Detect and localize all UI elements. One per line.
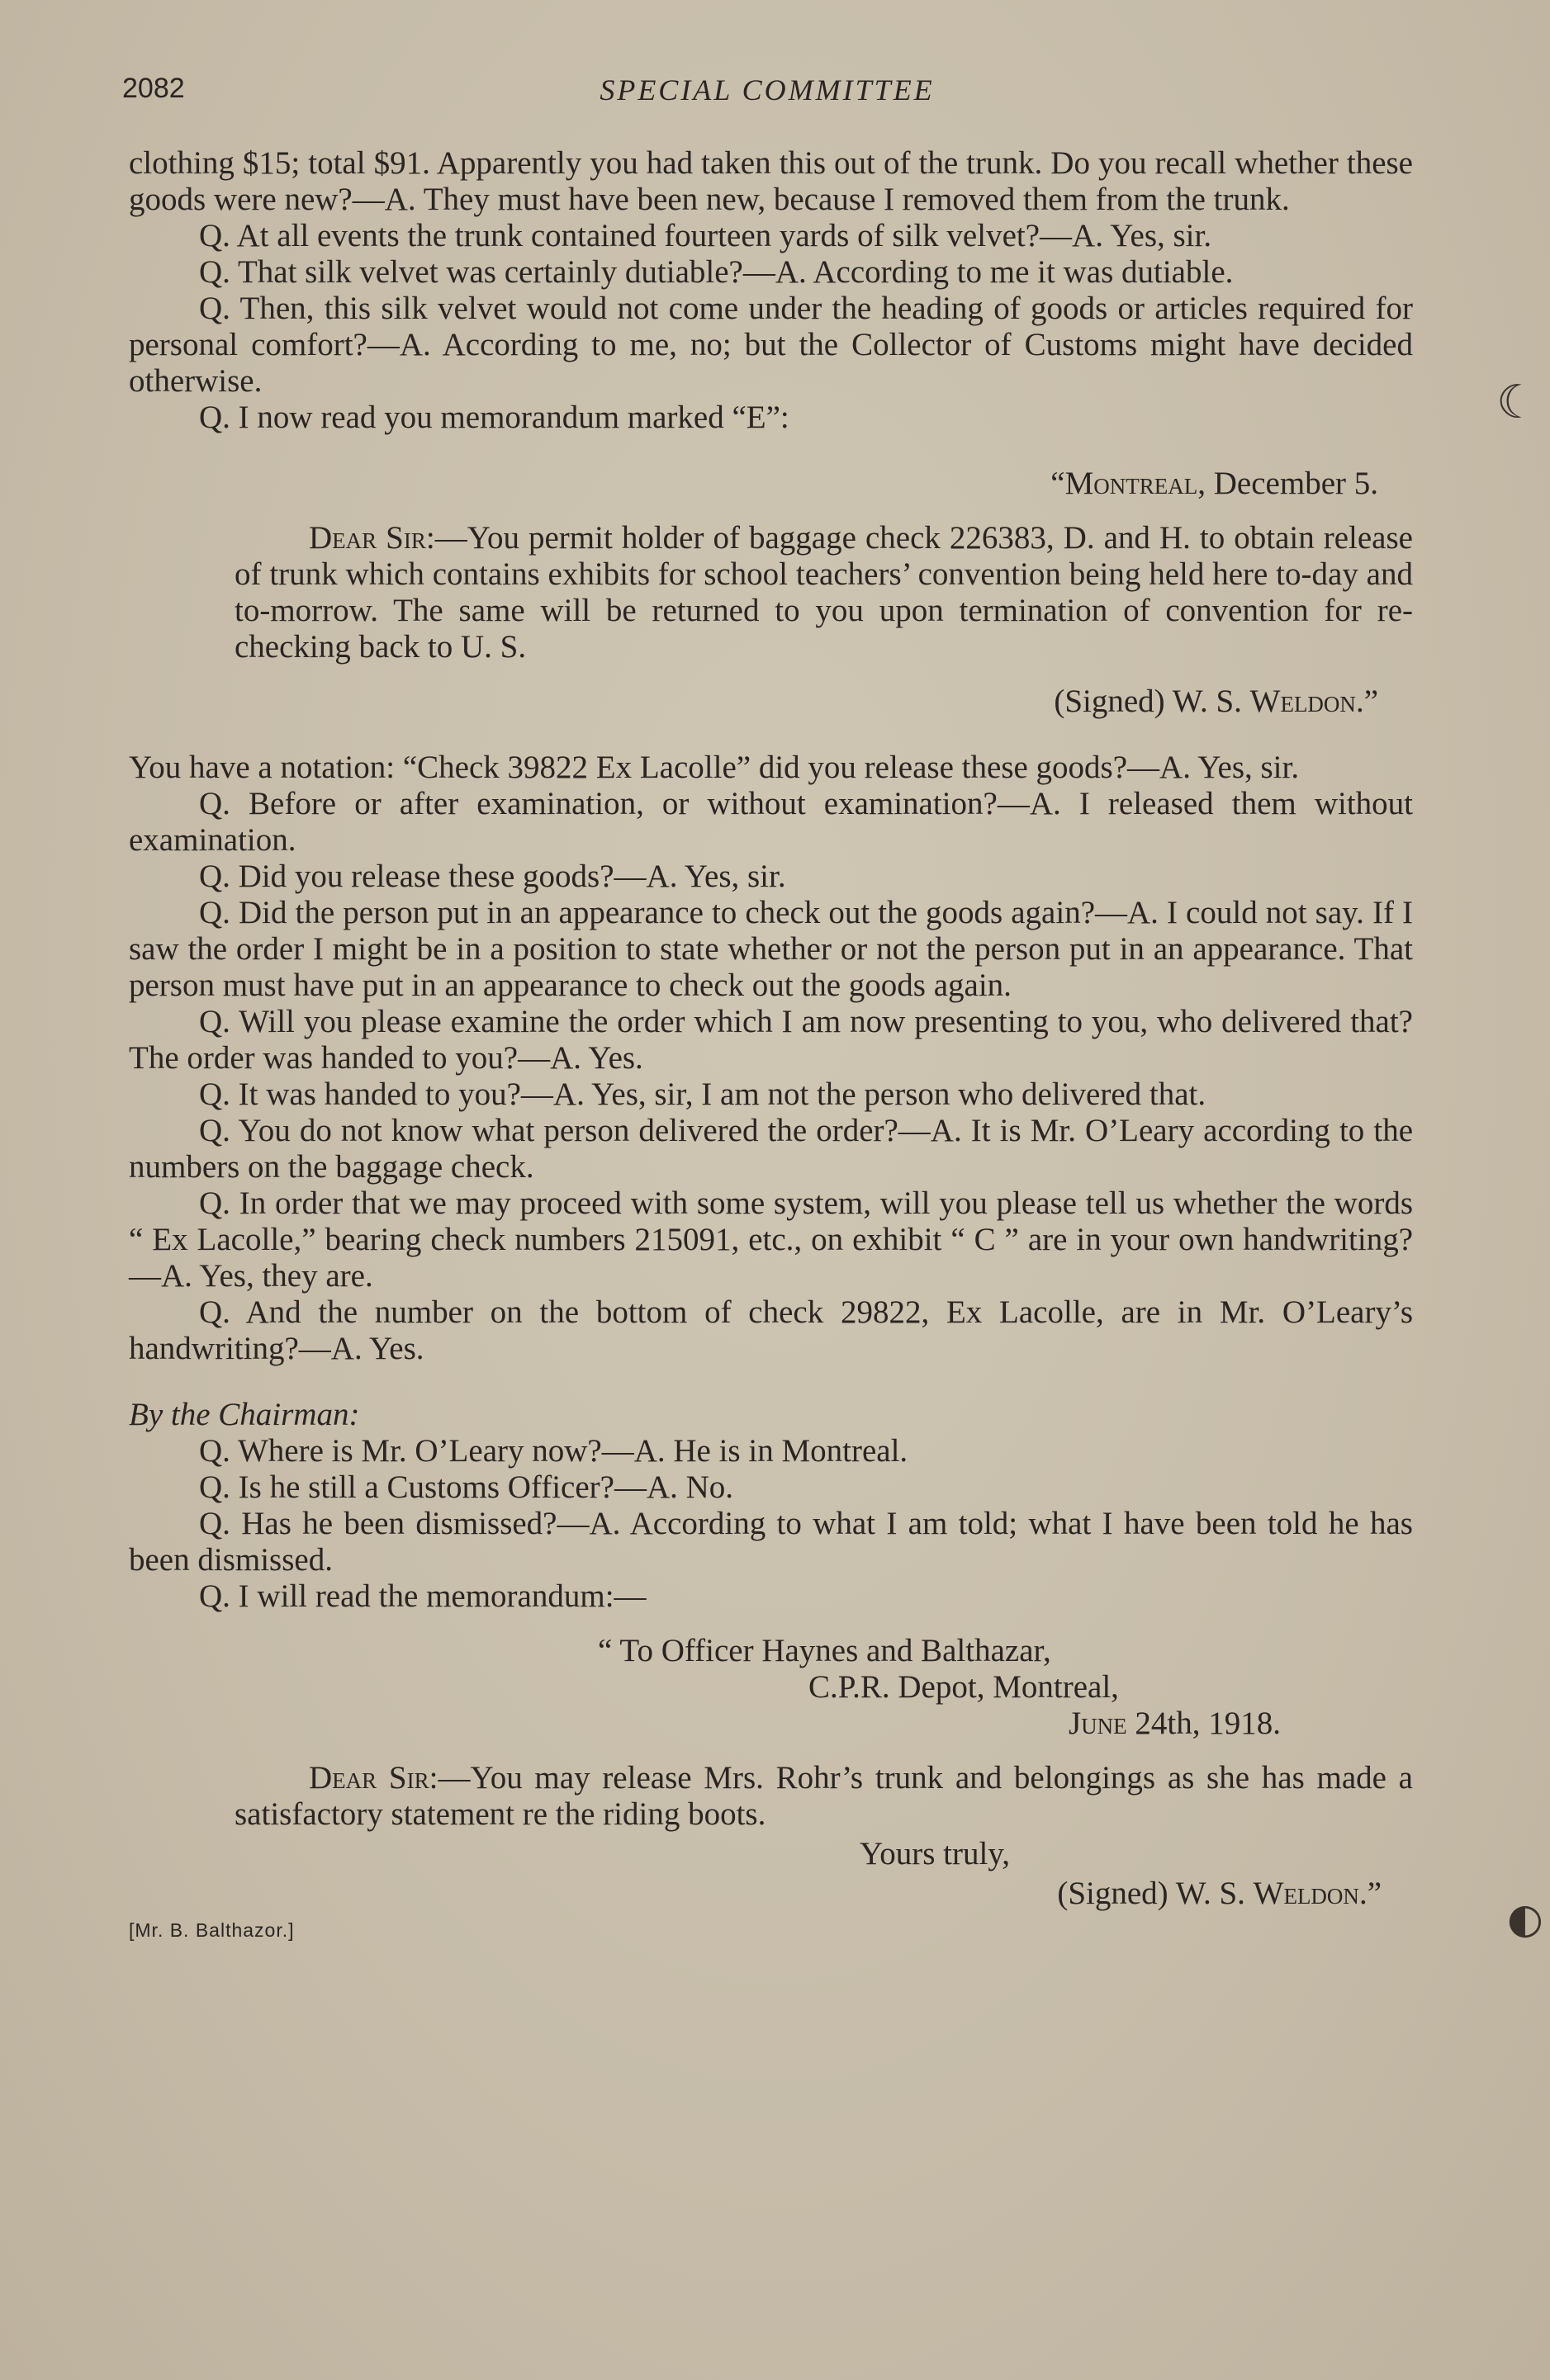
letter-date: June 24th, 1918. [1069, 1706, 1282, 1741]
letter-signature: (Signed) W. S. Weldon.” [1057, 1876, 1382, 1911]
page-number: 2082 [122, 73, 185, 104]
paragraph: Q. Is he still a Customs Officer?—A. No. [199, 1469, 734, 1505]
running-title: SPECIAL COMMITTEE [600, 73, 935, 106]
paragraph: clothing $15; total $91. Apparently you had taken this out of the trunk. Do you recall whether these goods were new?—A. They must have been new, because I removed them from the trunk. [129, 145, 1413, 217]
binding-hole-mark-upper: ☾ [1496, 376, 1538, 429]
paragraph: You have a notation: “Check 39822 Ex Lacolle” did you release these goods?—A. Yes, sir. [129, 750, 1300, 785]
binding-hole-mark-lower: ◐ [1507, 1895, 1543, 1942]
paragraph: Q. Will you please examine the order which I am now presenting to you, who delivered that? The order was handed to you?—A. Yes. [129, 1004, 1413, 1076]
memorandum-balthazar [235, 1633, 1413, 1912]
paragraph: Q. At all events the trunk contained fourteen yards of silk velvet?—A. Yes, sir. [199, 218, 1212, 253]
paragraph: Q. Then, this silk velvet would not come under the heading of goods or articles required for personal comfort?—A. According to me, no; but the Collector of Customs might have decided otherwise. [129, 291, 1413, 399]
memorandum-e [235, 466, 1413, 720]
signature-name: Weldon [1249, 684, 1356, 719]
paragraph: Q. I will read the memorandum:— [199, 1578, 647, 1614]
page-body [129, 145, 1413, 1948]
paragraph: Q. In order that we may proceed with some system, will you please tell us whether the words “ Ex Lacolle,” bearing check numbers 215091, etc., on exhibit “ C ” are in your own handwriting?—A. Yes, they are. [129, 1185, 1413, 1294]
section-heading: By the Chairman: [129, 1397, 360, 1432]
letter-greeting: Dear Sir: [309, 1760, 438, 1796]
letter-dateline: “Montreal, December 5. [1050, 466, 1378, 501]
letter-body: Dear Sir:—You permit holder of baggage check 226383, D. and H. to obtain release of trunk which contains exhibits for school teachers’ convention being held here to-day and to-morrow. The same will be returned to you upon termination of convention for re-checking back to U. S. [235, 520, 1413, 665]
letter-address-line: “ To Officer Haynes and Balthazar, [598, 1633, 1051, 1668]
letter-body: Dear Sir:—You may release Mrs. Rohr’s trunk and belongings as she has made a satisfactory statement re the riding boots. [235, 1760, 1413, 1832]
page-header [122, 73, 1412, 114]
dateline-place: Montreal, [1064, 466, 1206, 501]
paragraph: Q. Where is Mr. O’Leary now?—A. He is in Montreal. [199, 1433, 908, 1469]
signature-name: Weldon [1253, 1876, 1359, 1911]
letter-signature: (Signed) W. S. Weldon.” [1054, 684, 1378, 719]
footnote: [Mr. B. Balthazor.] [129, 1919, 295, 1941]
paragraph: Q. That silk velvet was certainly dutiable?—A. According to me it was dutiable. [199, 254, 1234, 290]
letter-greeting: Dear Sir: [309, 520, 435, 556]
letter-closing: Yours truly, [860, 1836, 1011, 1871]
paragraph: Q. You do not know what person delivered the order?—A. It is Mr. O’Leary according to the numbers on the baggage check. [129, 1113, 1413, 1185]
paragraph: Q. I now read you memorandum marked “E”: [199, 400, 789, 435]
paragraph: Q. And the number on the bottom of check 29822, Ex Lacolle, are in Mr. O’Leary’s handwriting?—A. Yes. [129, 1294, 1413, 1366]
letter-address-line: C.P.R. Depot, Montreal, [808, 1669, 1119, 1705]
paragraph: Q. Did the person put in an appearance to check out the goods again?—A. I could not say. If I saw the order I might be in a position to state whether or not the person put in an appearance. That person must have put in an appearance to check out the goods again. [129, 895, 1413, 1003]
paragraph: Q. Has he been dismissed?—A. According to what I am told; what I have been told he has been dismissed. [129, 1506, 1413, 1578]
paragraph: Q. It was handed to you?—A. Yes, sir, I am not the person who delivered that. [199, 1076, 1206, 1112]
paragraph: Q. Before or after examination, or without examination?—A. I released them without examination. [129, 786, 1413, 858]
paragraph: Q. Did you release these goods?—A. Yes, sir. [199, 859, 786, 894]
